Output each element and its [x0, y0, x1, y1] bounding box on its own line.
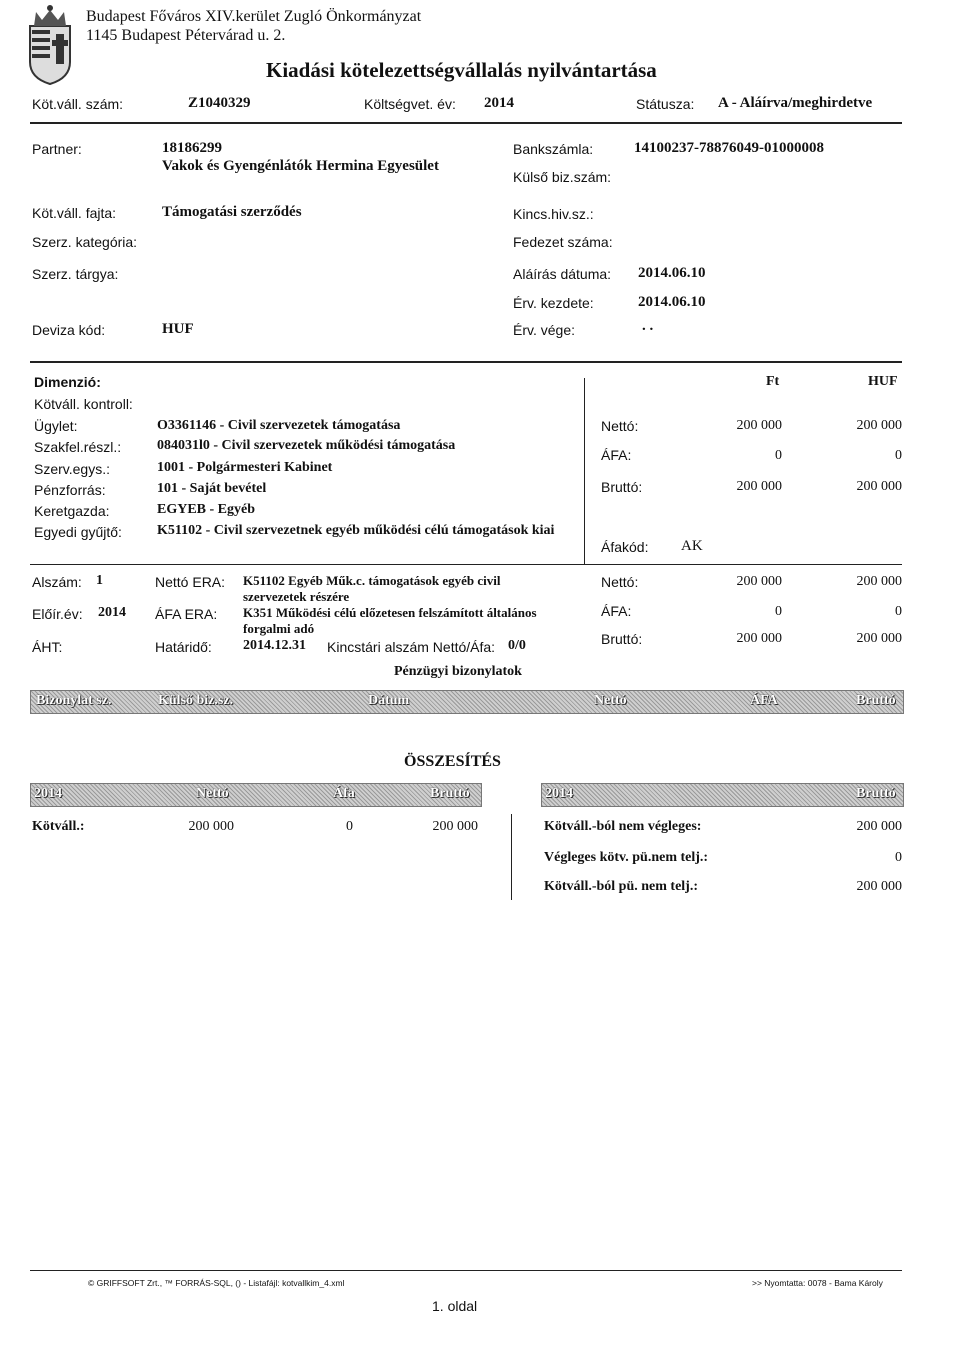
alszam-netto-label: Nettó: [601, 574, 639, 590]
dim-afa-ft: 0 [775, 448, 782, 463]
col-kulso-biz: Külső biz.sz. [158, 693, 234, 708]
dim-brutto-label: Bruttó: [601, 479, 643, 495]
dimenzio-title: Dimenzió: [34, 374, 101, 390]
dim-label-szerv: Szerv.egys.: [34, 461, 110, 477]
right-row-value-3: 200 000 [856, 879, 902, 894]
dim-afa-huf: 0 [895, 448, 902, 463]
fedezet-label: Fedezet száma: [513, 234, 613, 250]
hatarido-value: 2014.12.31 [243, 638, 306, 653]
fajta-label: Köt.váll. fajta: [32, 205, 117, 221]
afakod-label: Áfakód: [601, 539, 649, 555]
left-row-label: Kötváll.: [32, 819, 85, 834]
dim-label-keretgazda: Keretgazda: [34, 503, 110, 519]
afa-era-line2: forgalmi adó [243, 621, 315, 636]
alszam-afa-ft: 0 [775, 604, 782, 619]
right-row-label-2: Végleges kötv. pü.nem telj.: [544, 850, 709, 865]
left-col-year: 2014 [34, 786, 62, 801]
afa-era-line1: K351 Működési célú előzetesen felszámított általános [243, 605, 537, 620]
col-brutto: Bruttó [856, 693, 896, 708]
col-datum: Dátum [368, 693, 410, 708]
footer-right: >> Nyomtatta: 0078 - Bama Károly [752, 1278, 883, 1288]
alszam-netto-huf: 200 000 [856, 574, 902, 589]
kincstari-label: Kincstári alszám Nettó/Áfa: [327, 639, 496, 655]
coat-of-arms-logo [22, 4, 78, 86]
dim-brutto-ft: 200 000 [736, 479, 782, 494]
dimenzio-divider [30, 564, 902, 565]
dim-netto-ft: 200 000 [736, 418, 782, 433]
right-col-brutto: Bruttó [856, 786, 896, 801]
left-row-brutto: 200 000 [432, 819, 478, 834]
dim-label-egyedi: Egyedi gyűjtő: [34, 524, 122, 540]
right-row-label-3: Kötváll.-ból pü. nem telj.: [544, 879, 698, 894]
left-col-brutto: Bruttó [430, 786, 470, 801]
erv-vege-label: Érv. vége: [513, 322, 575, 338]
netto-era-line2: szervezetek részére [243, 589, 350, 604]
dim-label-szakfel: Szakfel.részl.: [34, 439, 122, 455]
bankszamla-value: 14100237-78876049-01000008 [634, 140, 824, 156]
aht-label: ÁHT: [32, 639, 63, 655]
footer-divider [30, 1270, 902, 1271]
dim-netto-huf: 200 000 [856, 418, 902, 433]
dim-afa-label: ÁFA: [601, 447, 632, 463]
eloir-label: Előír.év: [32, 606, 83, 622]
alszam-brutto-ft: 200 000 [736, 631, 782, 646]
osszesites-left-header-band [30, 783, 482, 807]
statusz-label: Státusza: [636, 96, 695, 112]
koltsegvet-ev-label: Költségvet. év: [364, 96, 456, 112]
osszesites-vertical-divider [511, 814, 512, 900]
right-row-label-1: Kötváll.-ból nem végleges: [544, 819, 702, 834]
alszam-brutto-huf: 200 000 [856, 631, 902, 646]
alszam-brutto-label: Bruttó: [601, 631, 643, 647]
alszam-netto-ft: 200 000 [736, 574, 782, 589]
erv-kezdete-label: Érv. kezdete: [513, 295, 594, 311]
dim-label-ugylet: Ügylet: [34, 418, 78, 434]
dim-label-penzforras: Pénzforrás: [34, 482, 106, 498]
page-title: Kiadási kötelezettségvállalás nyilvántartása [266, 58, 657, 82]
dim-brutto-huf: 200 000 [856, 479, 902, 494]
netto-era-label: Nettó ERA: [155, 574, 226, 590]
kot-vall-szam-value: Z1040329 [188, 95, 251, 111]
deviza-label: Deviza kód: [32, 322, 106, 338]
statusz-value: A - Aláírva/meghirdetve [718, 95, 873, 111]
col-ft-header: Ft [766, 374, 780, 389]
alszam-label: Alszám: [32, 574, 82, 590]
alairas-label: Aláírás dátuma: [513, 266, 612, 282]
erv-vege-value: . . [642, 318, 654, 334]
right-row-value-2: 0 [895, 850, 902, 865]
org-name: Budapest Főváros XIV.kerület Zugló Önkormányzat [86, 8, 422, 25]
kategoria-label: Szerz. kategória: [32, 234, 138, 250]
col-huf-header: HUF [868, 374, 898, 389]
alszam-afa-label: ÁFA: [601, 603, 632, 619]
netto-era-line1: K51102 Egyéb Műk.c. támogatások egyéb civil [243, 573, 501, 588]
left-row-afa: 0 [346, 819, 353, 834]
bankszamla-label: Bankszámla: [513, 141, 594, 157]
dim-value-keretgazda: EGYEB - Egyéb [157, 502, 256, 517]
deviza-value: HUF [162, 321, 194, 337]
osszesites-title: ÖSSZESÍTÉS [404, 753, 501, 770]
kulso-biz-label: Külső biz.szám: [513, 169, 612, 185]
kot-vall-szam-label: Köt.váll. szám: [32, 96, 124, 112]
eloir-value: 2014 [98, 605, 126, 620]
col-netto: Nettó [594, 693, 627, 708]
alairas-value: 2014.06.10 [638, 265, 706, 281]
afakod-value: AK [681, 538, 703, 554]
page-number: 1. oldal [432, 1298, 478, 1314]
col-bizonylat: Bizonylat sz. [36, 693, 112, 708]
left-row-netto: 200 000 [188, 819, 234, 834]
partner-divider [30, 361, 902, 363]
dim-value-szerv: 1001 - Polgármesteri Kabinet [157, 460, 333, 475]
col-afa: ÁFA [750, 693, 778, 708]
kontroll-label: Kötváll. kontroll: [34, 396, 133, 412]
dim-value-szakfel: 084031l0 - Civil szervezetek működési támogatása [157, 438, 456, 453]
koltsegvet-ev-value: 2014 [484, 95, 514, 111]
left-col-afa: Áfa [333, 786, 355, 801]
dim-netto-label: Nettó: [601, 418, 639, 434]
footer-left: © GRIFFSOFT Zrt., ™ FORRÁS-SQL, () - Listafájl: kotvallkim_4.xml [88, 1278, 345, 1288]
org-address: 1145 Budapest Pétervárad u. 2. [86, 27, 286, 44]
alszam-value: 1 [96, 573, 103, 588]
right-row-value-1: 200 000 [856, 819, 902, 834]
right-col-year: 2014 [545, 786, 573, 801]
partner-id: 18186299 [162, 140, 222, 156]
targya-label: Szerz. tárgya: [32, 266, 119, 282]
erv-kezdete-value: 2014.06.10 [638, 294, 706, 310]
dim-value-ugylet: O3361146 - Civil szervezetek támogatása [157, 418, 401, 433]
partner-name: Vakok és Gyengénlátók Hermina Egyesület [162, 158, 439, 174]
dim-value-penzforras: 101 - Saját bevétel [157, 481, 267, 496]
partner-label: Partner: [32, 141, 82, 157]
left-col-netto: Nettó [196, 786, 229, 801]
alszam-afa-huf: 0 [895, 604, 902, 619]
kincstari-value: 0/0 [508, 638, 526, 653]
afa-era-label: ÁFA ERA: [155, 606, 218, 622]
osszesites-right-header-band [541, 783, 904, 807]
dimenzio-vertical-divider [584, 378, 585, 564]
penzugyi-title: Pénzügyi bizonylatok [394, 664, 522, 679]
header-divider [30, 122, 902, 124]
dim-value-egyedi: K51102 - Civil szervezetnek egyéb működési célú támogatások kiai [157, 523, 555, 538]
fajta-value: Támogatási szerződés [162, 204, 302, 220]
hatarido-label: Határidő: [155, 639, 212, 655]
kincs-label: Kincs.hiv.sz.: [513, 206, 594, 222]
